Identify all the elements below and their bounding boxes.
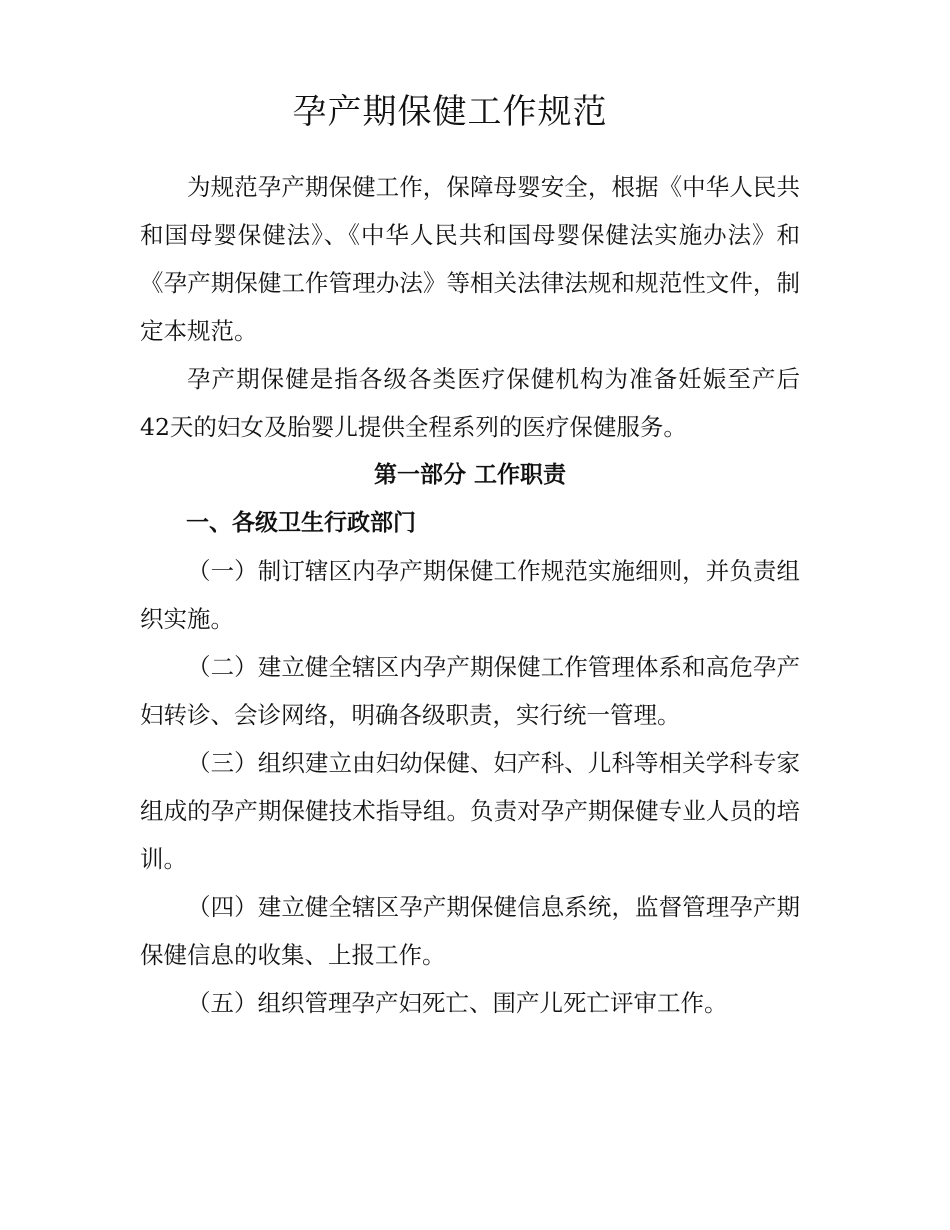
section-title: 第一部分 工作职责 [373, 462, 566, 488]
list-item: （五）组织管理孕产妇死亡、围产儿死亡评审工作。 [187, 989, 728, 1017]
intro-paragraph: 为规范孕产期保健工作，保障母婴安全，根据《中华人民共和国母婴保健法》、《中华人民共和国母婴保健法实施办法》和《孕产期保健工作管理办法》等相关法律法规和规范性文件，制定本规范。 [140, 173, 800, 345]
intro-paragraph: 孕产期保健是指各级各类医疗保健机构为准备妊娠至产后42天的妇女及胎婴儿提供全程系列的医疗保健服务。 [140, 365, 800, 441]
document-body [140, 163, 800, 1027]
list-item: （三）组织建立由妇幼保健、妇产科、儿科等相关学科专家组成的孕产期保健技术指导组。负责对孕产期保健专业人员的培训。 [140, 749, 800, 873]
list-item: （四）建立健全辖区孕产期保健信息系统，监督管理孕产期保健信息的收集、上报工作。 [140, 893, 800, 969]
document-title: 孕产期保健工作规范 [292, 92, 608, 132]
sub-heading: 一、各级卫生行政部门 [186, 510, 416, 536]
list-item: （一）制订辖区内孕产期保健工作规范实施细则，并负责组织实施。 [140, 557, 800, 633]
list-item: （二）建立健全辖区内孕产期保健工作管理体系和高危孕产妇转诊、会诊网络，明确各级职责，实行统一管理。 [140, 653, 800, 729]
